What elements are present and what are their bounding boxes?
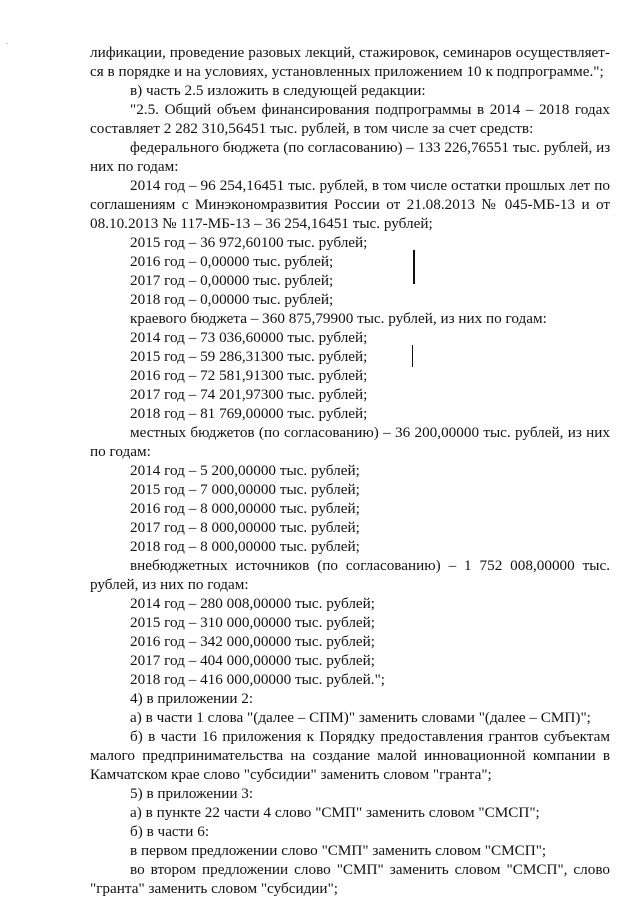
- text-line: 2015 год – 310 000,00000 тыс. рублей;: [130, 614, 375, 631]
- text-line: 2018 год – 0,00000 тыс. рублей;: [130, 291, 334, 308]
- text-line: них по годам:: [90, 158, 179, 175]
- text-line: 2014 год – 5 200,00000 тыс. рублей;: [130, 462, 360, 479]
- text-line: б) в части 6:: [130, 823, 210, 840]
- margin-mark: [412, 345, 413, 367]
- text-line: в) часть 2.5 изложить в следующей редакции:: [130, 82, 426, 99]
- text-line: в первом предложении слово "СМП" заменить словом "СМСП";: [130, 842, 547, 859]
- text-line: 2018 год – 8 000,00000 тыс. рублей;: [130, 538, 360, 555]
- text-line: "гранта" заменить словом "субсидии";: [90, 880, 338, 897]
- text-line: 2017 год – 8 000,00000 тыс. рублей;: [130, 519, 360, 536]
- text-line: "2.5. Общий объем финансирования подпрограммы в 2014 – 2018 годах: [130, 101, 610, 118]
- text-line: местных бюджетов (по согласованию) – 36 200,00000 тыс. рублей, из них: [130, 424, 610, 441]
- text-line: соглашениям с Минэкономразвития России от 21.08.2013 № 045-МБ-13 и от: [90, 196, 610, 213]
- text-line: 2016 год – 8 000,00000 тыс. рублей;: [130, 500, 360, 517]
- text-line: рублей, из них по годам:: [90, 576, 249, 593]
- text-line: б) в части 16 приложения к Порядку предоставления грантов субъектам: [130, 728, 610, 745]
- text-line: 2018 год – 416 000,00000 тыс. рублей.";: [130, 671, 385, 688]
- text-line: лификации, проведение разовых лекций, стажировок, семинаров осуществляет-: [90, 44, 610, 61]
- text-line: а) в пункте 22 части 4 слово "СМП" заменить словом "СМСП";: [130, 804, 540, 821]
- text-line: 2015 год – 59 286,31300 тыс. рублей;: [130, 348, 368, 365]
- text-line: ся в порядке и на условиях, установленных приложением 10 к подпрограмме.";: [90, 63, 604, 80]
- text-line: 2017 год – 74 201,97300 тыс. рублей;: [130, 386, 368, 403]
- text-line: по годам:: [90, 443, 151, 460]
- text-line: 2015 год – 36 972,60100 тыс. рублей;: [130, 234, 368, 251]
- text-line: во втором предложении слово "СМП" заменить словом "СМСП", слово: [130, 861, 610, 878]
- text-line: 2016 год – 72 581,91300 тыс. рублей;: [130, 367, 368, 384]
- text-line: 2014 год – 96 254,16451 тыс. рублей, в том числе остатки прошлых лет по: [130, 177, 610, 194]
- text-line: 08.10.2013 № 117-МБ-13 – 36 254,16451 тыс. рублей;: [90, 215, 433, 232]
- text-line: 5) в приложении 3:: [130, 785, 254, 802]
- text-line: федерального бюджета (по согласованию) – 133 226,76551 тыс. рублей, из: [130, 139, 611, 156]
- text-line: Камчатском крае слово "субсидии" заменить словом "гранта";: [90, 766, 492, 783]
- text-line: 2018 год – 81 769,00000 тыс. рублей;: [130, 405, 368, 422]
- text-line: 2016 год – 0,00000 тыс. рублей;: [130, 253, 334, 270]
- text-line: 2017 год – 0,00000 тыс. рублей;: [130, 272, 334, 289]
- text-line: составляет 2 282 310,56451 тыс. рублей, в том числе за счет средств:: [90, 120, 534, 137]
- text-line: 4) в приложении 2:: [130, 690, 254, 707]
- text-line: внебюджетных источников (по согласованию) – 1 752 008,00000 тыс.: [130, 557, 610, 574]
- text-line: краевого бюджета – 360 875,79900 тыс. рублей, из них по годам:: [130, 310, 547, 327]
- text-line: 2017 год – 404 000,00000 тыс. рублей;: [130, 652, 375, 669]
- text-line: 2016 год – 342 000,00000 тыс. рублей;: [130, 633, 375, 650]
- text-line: 2015 год – 7 000,00000 тыс. рублей;: [130, 481, 360, 498]
- text-line: а) в части 1 слова "(далее – СПМ)" заменить словами "(далее – СМП)";: [130, 709, 591, 726]
- scan-speck: .: [6, 36, 9, 46]
- text-line: малого предпринимательства на создание малой инновационной компании в: [90, 747, 610, 764]
- text-line: 2014 год – 280 008,00000 тыс. рублей;: [130, 595, 375, 612]
- margin-mark: [413, 250, 415, 284]
- text-line: 2014 год – 73 036,60000 тыс. рублей;: [130, 329, 368, 346]
